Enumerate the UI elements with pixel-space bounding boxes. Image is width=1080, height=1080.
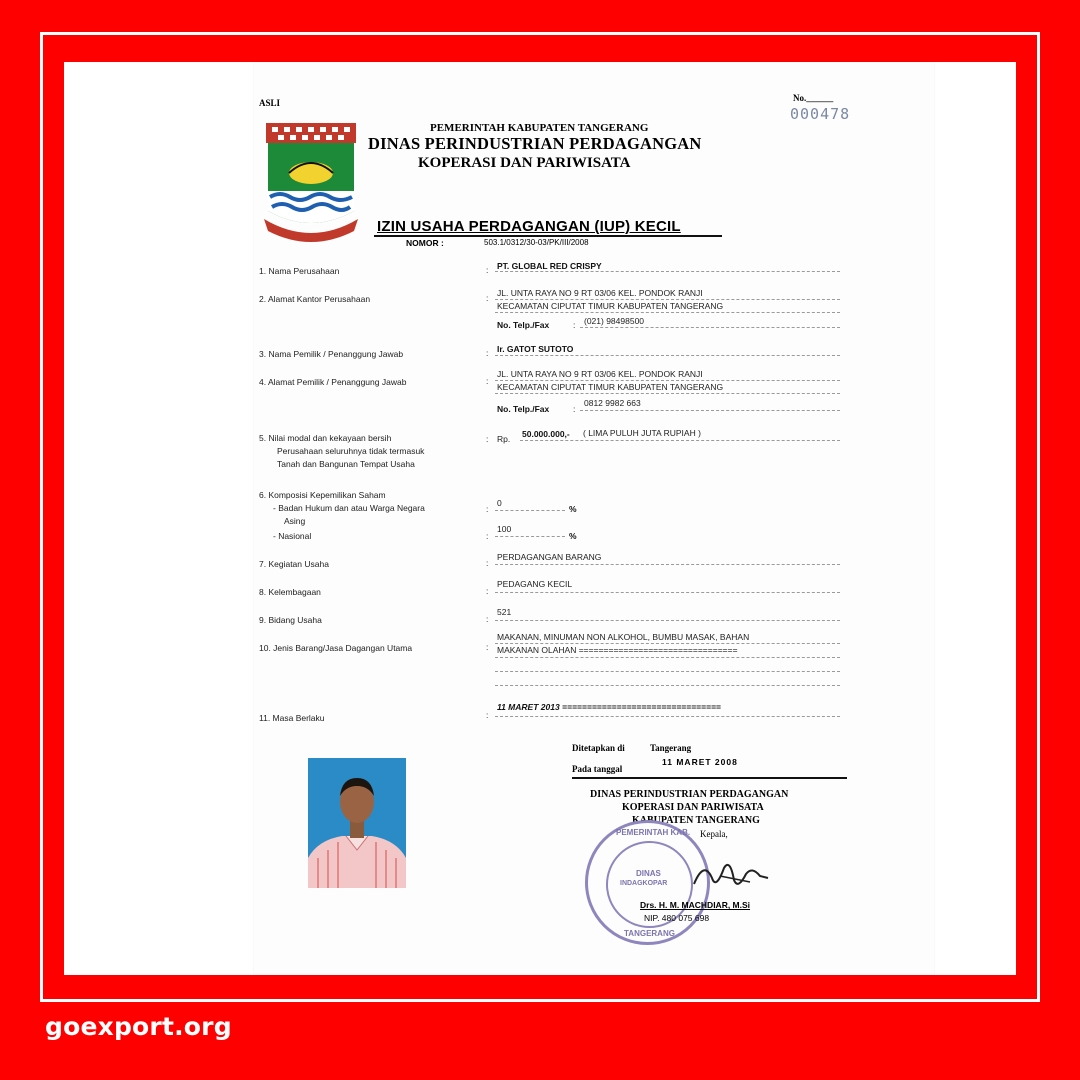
- field-1-label: 1. Nama Perusahaan: [259, 266, 340, 276]
- field-4-label: 4. Alamat Pemilik / Penanggung Jawab: [259, 377, 407, 387]
- issued-date-label: Pada tanggal: [572, 764, 623, 774]
- office-tel-label: No. Telp./Fax: [497, 320, 550, 330]
- institution-type: PEDAGANG KECIL: [497, 579, 573, 589]
- nomor-label: NOMOR :: [406, 238, 444, 248]
- signer-regency: KABUPATEN TANGERANG: [632, 815, 760, 826]
- signer-department-2: KOPERASI DAN PARIWISATA: [622, 802, 764, 813]
- dotted-line: [495, 380, 840, 381]
- goods-line-1: MAKANAN, MINUMAN NON ALKOHOL, BUMBU MASAK, BAHAN: [497, 632, 750, 642]
- stamp-center-text-2: INDAGKOPAR: [620, 880, 668, 887]
- field-6-sub-foreign-2: Asing: [284, 516, 306, 526]
- dotted-line: [495, 536, 565, 537]
- field-8-label: 8. Kelembagaan: [259, 587, 321, 597]
- document-area: [64, 62, 1016, 975]
- colon: :: [486, 293, 489, 303]
- signer-nip: NIP. 480 075 698: [644, 913, 710, 923]
- owner-photo: [308, 758, 406, 888]
- issued-at-label: Ditetapkan di: [572, 743, 625, 753]
- person-portrait-icon: [308, 758, 406, 888]
- dotted-line: [495, 592, 840, 593]
- validity-date: 11 MARET 2013 ================================: [497, 702, 721, 712]
- capital-amount-words: ( LIMA PULUH JUTA RUPIAH ): [583, 428, 701, 438]
- field-5-label-line-2: Perusahaan seluruhnya tidak termasuk: [277, 446, 425, 456]
- serial-number: 000478: [790, 105, 851, 123]
- department-title: DINAS PERINDUSTRIAN PERDAGANGAN: [368, 134, 702, 153]
- signer-name: Drs. H. M. MACHDIAR, M.Si: [640, 900, 751, 910]
- colon: :: [486, 531, 489, 541]
- business-field-code: 521: [497, 607, 512, 617]
- field-6-sub-national: - Nasional: [273, 531, 312, 541]
- percent-sign: %: [569, 504, 577, 514]
- field-2-label: 2. Alamat Kantor Perusahaan: [259, 294, 371, 304]
- owner-tel-label: No. Telp./Fax: [497, 404, 550, 414]
- stamp-bottom-text: TANGERANG: [624, 929, 675, 938]
- dotted-line: [495, 716, 840, 717]
- owner-address-line-1: JL. UNTA RAYA NO 9 RT 03/06 KEL. PONDOK RANJI: [497, 369, 703, 379]
- stamp-center-text: DINAS: [636, 869, 661, 878]
- permit-title: IZIN USAHA PERDAGANGAN (IUP) KECIL: [377, 218, 681, 235]
- capital-amount: 50.000.000,-: [522, 429, 570, 439]
- owner-tel-value: 0812 9982 663: [584, 398, 641, 408]
- office-address-line-2: KECAMATAN CIPUTAT TIMUR KABUPATEN TANGERANG: [497, 301, 724, 311]
- colon: :: [486, 265, 489, 275]
- colon: :: [573, 404, 576, 414]
- company-name: PT. GLOBAL RED CRISPY: [497, 261, 602, 271]
- asli-label: ASLI: [259, 98, 281, 108]
- dotted-line: [580, 327, 840, 328]
- colon: :: [486, 558, 489, 568]
- dotted-line: [495, 393, 840, 394]
- colon: :: [486, 586, 489, 596]
- share-foreign-value: 0: [497, 498, 502, 508]
- colon: :: [486, 504, 489, 514]
- field-7-label: 7. Kegiatan Usaha: [259, 559, 329, 569]
- dotted-line: [495, 620, 840, 621]
- issued-at-value: Tangerang: [650, 743, 692, 753]
- colon: :: [486, 642, 489, 652]
- dotted-line: [495, 685, 840, 686]
- field-3-label: 3. Nama Pemilik / Penanggung Jawab: [259, 349, 404, 359]
- dotted-line: [495, 355, 840, 356]
- field-5-label-line-1: 5. Nilai modal dan kekayaan bersih: [259, 433, 392, 443]
- dotted-line: [495, 643, 840, 644]
- dotted-line: [520, 440, 840, 441]
- field-10-label: 10. Jenis Barang/Jasa Dagangan Utama: [259, 643, 413, 653]
- field-5-label-line-3: Tanah dan Bangunan Tempat Usaha: [277, 459, 415, 469]
- dotted-line: [495, 657, 840, 658]
- government-line: PEMERINTAH KABUPATEN TANGERANG: [430, 122, 649, 134]
- field-11-label: 11. Masa Berlaku: [259, 713, 325, 723]
- share-national-value: 100: [497, 524, 512, 534]
- office-tel-value: (021) 98498500: [584, 316, 645, 326]
- regency-emblem-icon: [262, 123, 360, 247]
- colon: :: [486, 376, 489, 386]
- currency-label: Rp.: [497, 434, 511, 444]
- business-activity: PERDAGANGAN BARANG: [497, 552, 602, 562]
- dotted-line: [580, 410, 840, 411]
- colon: :: [573, 320, 576, 330]
- colon: :: [486, 614, 489, 624]
- signer-title: Kepala,: [700, 829, 728, 839]
- percent-sign: %: [569, 531, 577, 541]
- owner-address-line-2: KECAMATAN CIPUTAT TIMUR KABUPATEN TANGERANG: [497, 382, 724, 392]
- department-subtitle: KOPERASI DAN PARIWISATA: [418, 155, 631, 171]
- field-6-label: 6. Komposisi Kepemilikan Saham: [259, 490, 386, 500]
- dotted-line: [495, 299, 840, 300]
- field-6-sub-foreign: - Badan Hukum dan atau Warga Negara: [273, 503, 425, 513]
- colon: :: [486, 434, 489, 444]
- dotted-line: [495, 671, 840, 672]
- owner-name: Ir. GATOT SUTOTO: [497, 344, 574, 354]
- signature-divider: [572, 777, 847, 779]
- issued-date-value: 11 MARET 2008: [662, 757, 738, 767]
- dotted-line: [495, 312, 840, 313]
- nomor-value: 503.1/0312/30-03/PK/III/2008: [484, 238, 589, 247]
- stamp-top-text: PEMERINTAH KAB.: [616, 828, 691, 837]
- title-underline: [374, 235, 722, 237]
- number-label: No.______: [793, 93, 834, 103]
- colon: :: [486, 710, 489, 720]
- dotted-line: [495, 510, 565, 511]
- dotted-line: [495, 564, 840, 565]
- colon: :: [486, 348, 489, 358]
- handwritten-signature: [690, 856, 770, 896]
- goods-line-2: MAKANAN OLAHAN ================================: [497, 645, 738, 655]
- office-address-line-1: JL. UNTA RAYA NO 9 RT 03/06 KEL. PONDOK RANJI: [497, 288, 703, 298]
- signer-department: DINAS PERINDUSTRIAN PERDAGANGAN: [590, 789, 789, 800]
- field-9-label: 9. Bidang Usaha: [259, 615, 322, 625]
- dotted-line: [495, 271, 840, 272]
- brand-watermark: goexport.org: [45, 1012, 232, 1041]
